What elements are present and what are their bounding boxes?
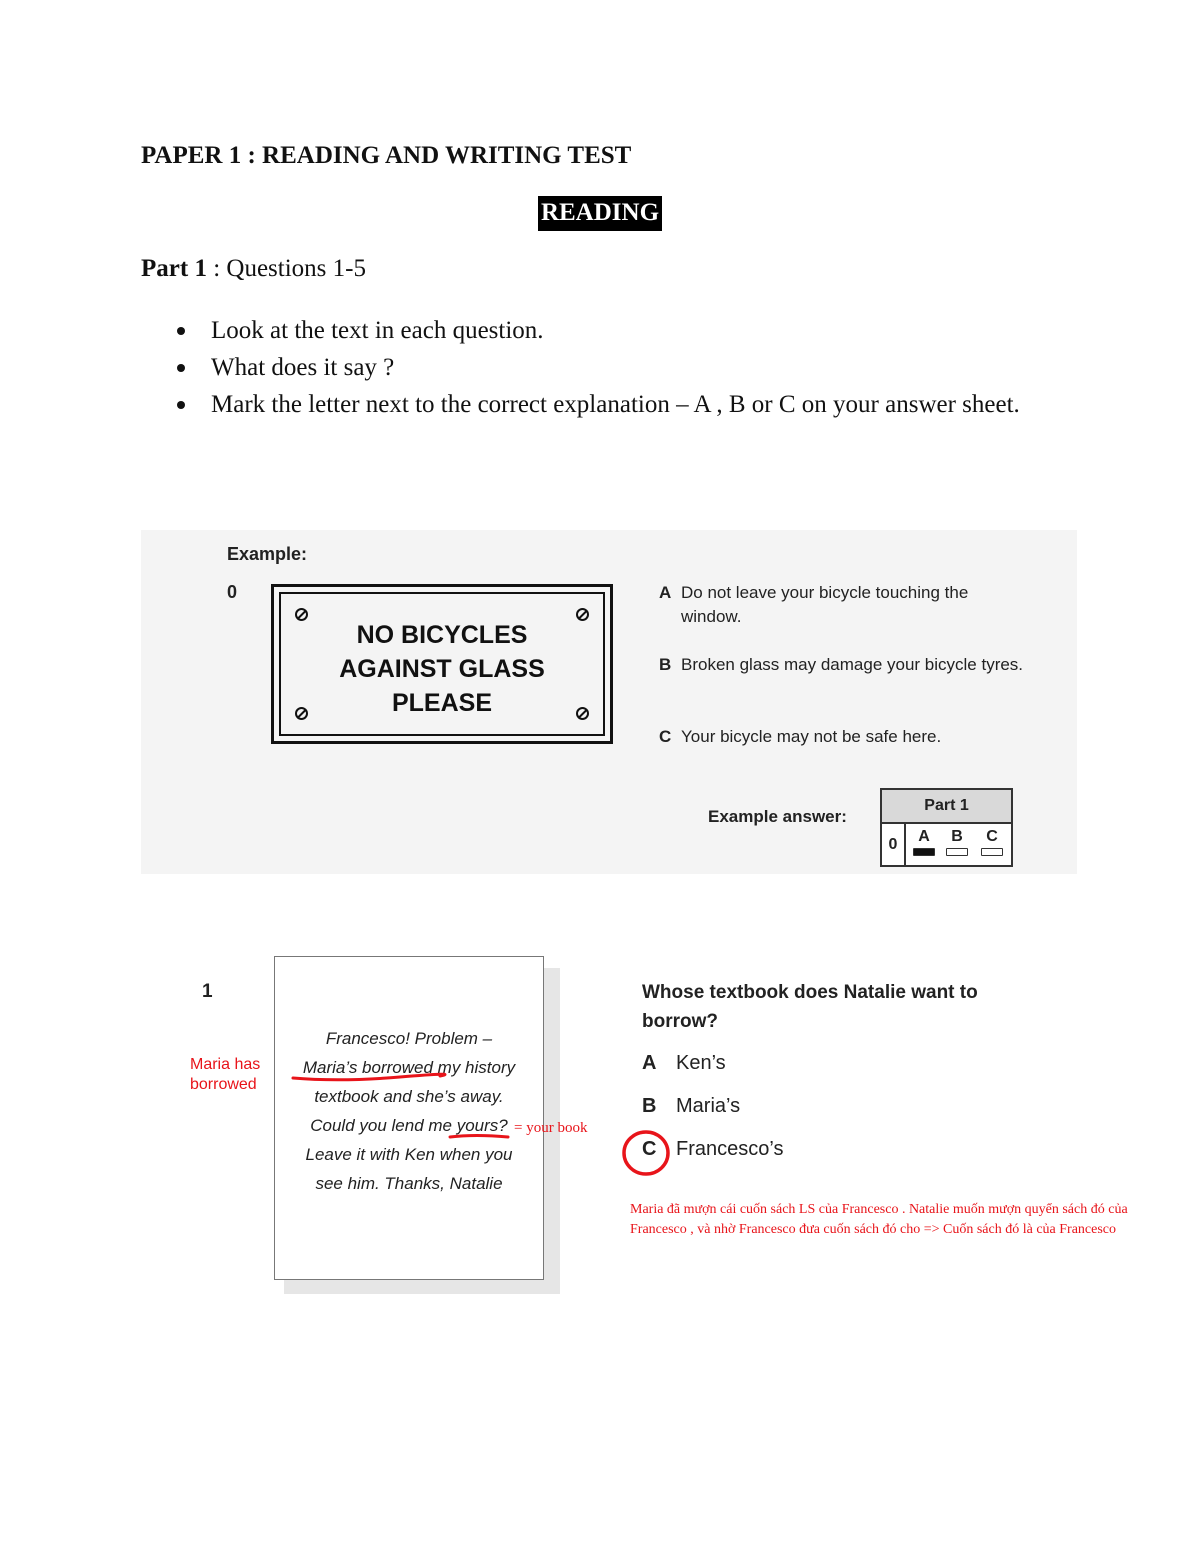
example-answer-label: Example answer: — [708, 807, 847, 826]
answer-bubble-c[interactable] — [980, 828, 1004, 856]
instruction-text: Look at the text in each question. — [211, 317, 544, 344]
question-text: Whose textbook does Natalie want to borrow? — [642, 982, 978, 1032]
option-text: Broken glass may damage your bicycle tyres. — [681, 655, 1024, 674]
note-line: see him. Thanks, Natalie — [315, 1174, 503, 1193]
answer-sheet — [880, 788, 1013, 867]
part-label: Part 1 — [141, 255, 207, 282]
note-card — [274, 956, 544, 1280]
example-panel — [141, 530, 1077, 874]
sign-line: AGAINST GLASS — [339, 655, 545, 683]
annotation-maria-borrowed: Maria has borrowed — [190, 1056, 261, 1093]
example-sign — [271, 584, 613, 744]
sign-line: PLEASE — [391, 689, 493, 717]
bullet-icon — [177, 364, 185, 372]
part-heading — [141, 255, 366, 283]
option-letter: A — [642, 1052, 657, 1074]
instruction-text: What does it say ? — [211, 354, 395, 381]
section-heading: READING — [538, 196, 662, 231]
example-option-b[interactable] — [659, 653, 1029, 677]
option-text: Your bicycle may not be safe here. — [681, 727, 942, 746]
question-number: 1 — [202, 981, 213, 1002]
question-option-c[interactable] — [642, 1138, 783, 1161]
question-option-b[interactable] — [642, 1095, 740, 1118]
sign-inner-border — [279, 592, 605, 736]
instruction-item — [171, 312, 1051, 349]
sign-text — [281, 618, 603, 720]
note-line: Maria’s borrowed my history — [302, 1058, 516, 1077]
annotation-explanation: Maria đã mượn cái cuốn sách LS của Francesco . Natalie muốn mượn quyển sách đó của Francesco , và nhờ Francesco đưa cuốn sách đó cho => Cuốn sách đó là của Francesco — [630, 1202, 1128, 1237]
question-option-a[interactable] — [642, 1052, 726, 1075]
empty-mark-icon — [981, 848, 1003, 856]
option-text: Francesco’s — [676, 1138, 784, 1160]
empty-mark-icon — [946, 848, 968, 856]
instruction-text: Mark the letter next to the correct explanation – A , B or C on your answer sheet. — [211, 391, 1020, 418]
option-text: Ken’s — [676, 1052, 726, 1074]
example-label: Example: — [227, 544, 308, 564]
instruction-item — [171, 349, 1051, 386]
option-letter: C — [642, 1138, 657, 1160]
section-heading-wrap — [0, 196, 1200, 231]
option-text: Do not leave your bicycle touching the window. — [681, 583, 969, 626]
example-option-c[interactable] — [659, 725, 1029, 749]
option-text: Maria’s — [676, 1095, 741, 1117]
note-line: Could you lend me yours? — [310, 1116, 508, 1135]
bullet-icon — [177, 401, 185, 409]
bullet-icon — [177, 327, 185, 335]
sign-line: NO BICYCLES — [356, 621, 528, 649]
answer-bubble-a[interactable] — [912, 828, 936, 856]
filled-mark-icon — [913, 848, 935, 856]
answer-sheet-header: Part 1 — [882, 790, 1011, 824]
option-letter: B — [659, 655, 672, 674]
example-number: 0 — [227, 582, 238, 602]
instruction-item — [171, 386, 1051, 423]
option-letter: B — [642, 1095, 657, 1117]
answer-letter: C — [986, 828, 998, 845]
example-option-a[interactable] — [659, 581, 1029, 629]
note-line: Francesco! Problem – — [325, 1029, 493, 1048]
instruction-list — [171, 312, 1051, 423]
answer-letter: B — [951, 828, 963, 845]
option-letter: A — [659, 583, 672, 602]
option-letter: C — [659, 727, 672, 746]
part-questions: : Questions 1-5 — [206, 255, 366, 282]
note-line: Leave it with Ken when you — [305, 1145, 513, 1164]
answer-letter: A — [918, 828, 930, 845]
answer-row-number: 0 — [882, 824, 906, 865]
annotation-your-book: = your book — [514, 1120, 588, 1136]
answer-bubble-b[interactable] — [945, 828, 969, 856]
note-line: textbook and she’s away. — [314, 1087, 504, 1106]
paper-title: PAPER 1 : READING AND WRITING TEST — [141, 142, 632, 169]
note-text — [275, 1024, 543, 1198]
